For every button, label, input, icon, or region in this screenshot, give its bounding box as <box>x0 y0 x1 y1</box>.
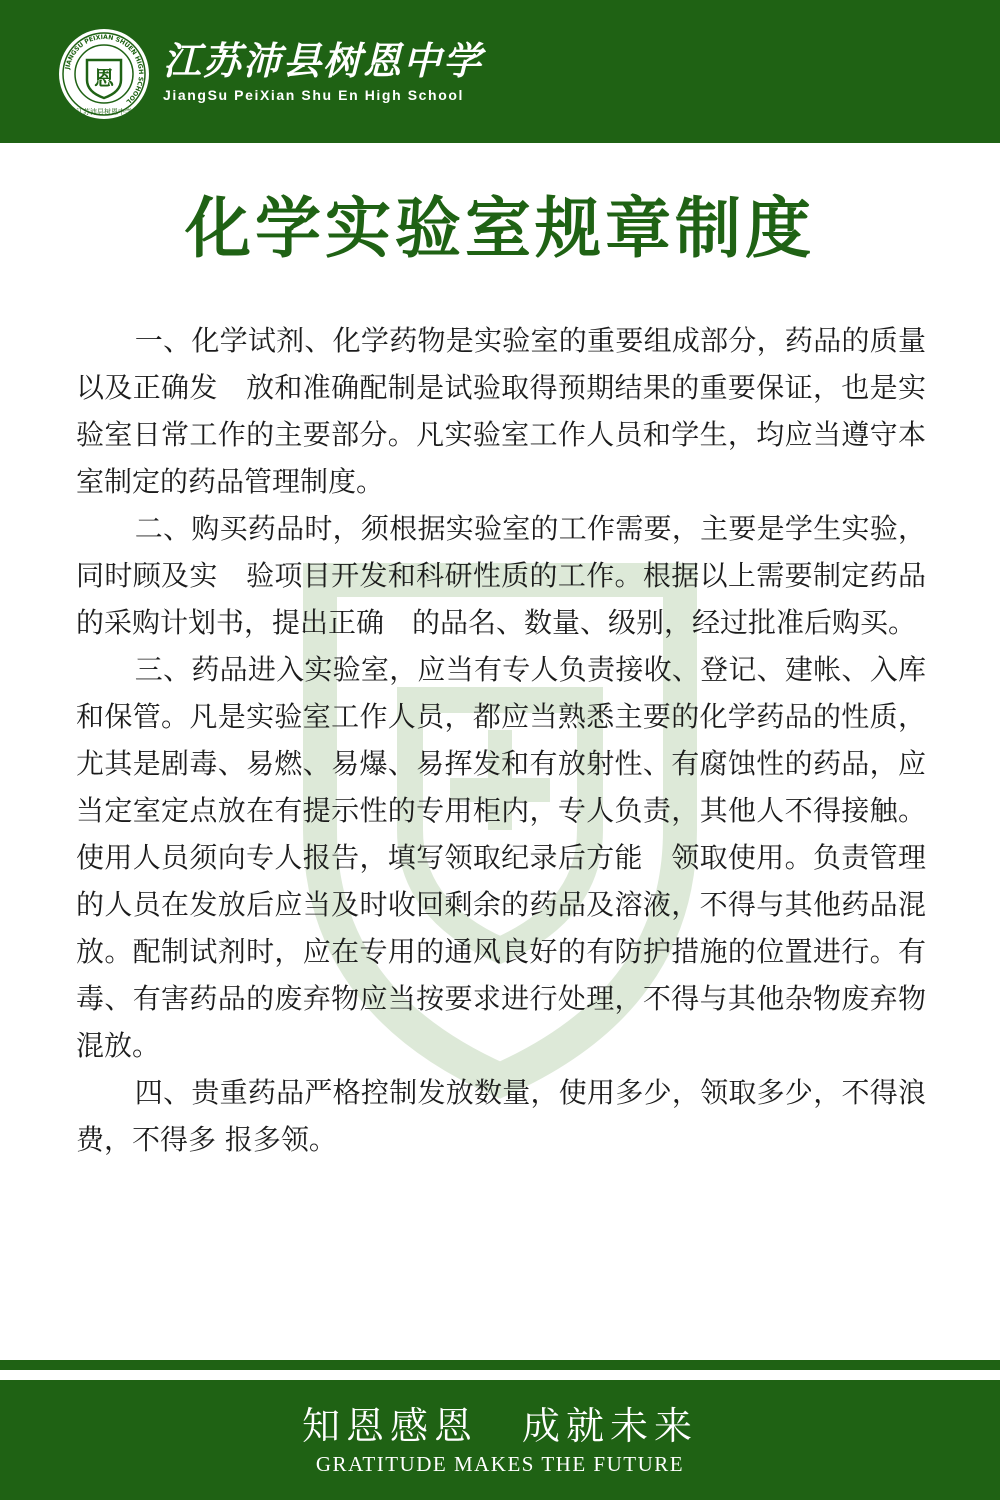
logo-char: 恩 <box>94 66 114 90</box>
logo-ring-text: JIANGSU PEIXIAN SHUEN HIGH SCHOOL <box>64 33 145 106</box>
regulations-body <box>76 317 926 1163</box>
regulation-paragraph-2: 二、购买药品时，须根据实验室的工作需要，主要是学生实验，同时顾及实 验项目开发和科研性质的工作。根据以上需要制定药品的采购计划书，提出正确 的品名、数量、级别，经过批准后购买。 <box>76 512 926 639</box>
school-emblem-icon <box>58 28 150 120</box>
logo-ring-text-cn: 江苏沛县树恩中学 <box>76 108 132 116</box>
regulation-paragraph-4: 四、贵重药品严格控制发放数量，使用多少，领取多少，不得浪费，不得多 报多领。 <box>76 1076 926 1156</box>
page-title: 化学实验室规章制度 <box>185 190 815 267</box>
footer-slogan-en: GRATITUDE MAKES THE FUTURE <box>315 1452 685 1476</box>
school-name-cn: 江苏沛县树恩中学 <box>163 38 484 83</box>
footer-divider <box>0 1360 1000 1370</box>
school-name-en: JiangSu PeiXian Shu En High School <box>163 87 464 103</box>
regulation-paragraph-3: 三、药品进入实验室，应当有专人负责接收、登记、建帐、入库和保管。凡是实验室工作人员，都应当熟悉主要的化学药品的性质，尤其是剧毒、易燃、易爆、易挥发和有放射性、有腐蚀性的药品，应当定室定点放在有提示性的专用柜内，专人负责，其他人不得接触。使用人员须向专人报告，填写领取纪录后方能 领取使用。负责管理的人员在发放后应当及时收回剩余的药品及溶液，不得与其他药品混放。配制试剂时，应在专用的通风良好的有防护措施的位置进行。有毒、有害药品的废弃物应当按要求进行处理，不得与其他杂物废弃物混放。 <box>76 653 926 1062</box>
regulation-paragraph-1: 一、化学试剂、化学药物是实验室的重要组成部分，药品的质量以及正确发 放和准确配制是试验取得预期结果的重要保证，也是实验室日常工作的主要部分。凡实验室工作人员和学生，均应当遵守本室制定的药品管理制度。 <box>76 324 926 498</box>
header-band <box>0 0 1000 143</box>
footer-slogan-cn: 知恩感恩 成就未来 <box>301 1404 698 1448</box>
